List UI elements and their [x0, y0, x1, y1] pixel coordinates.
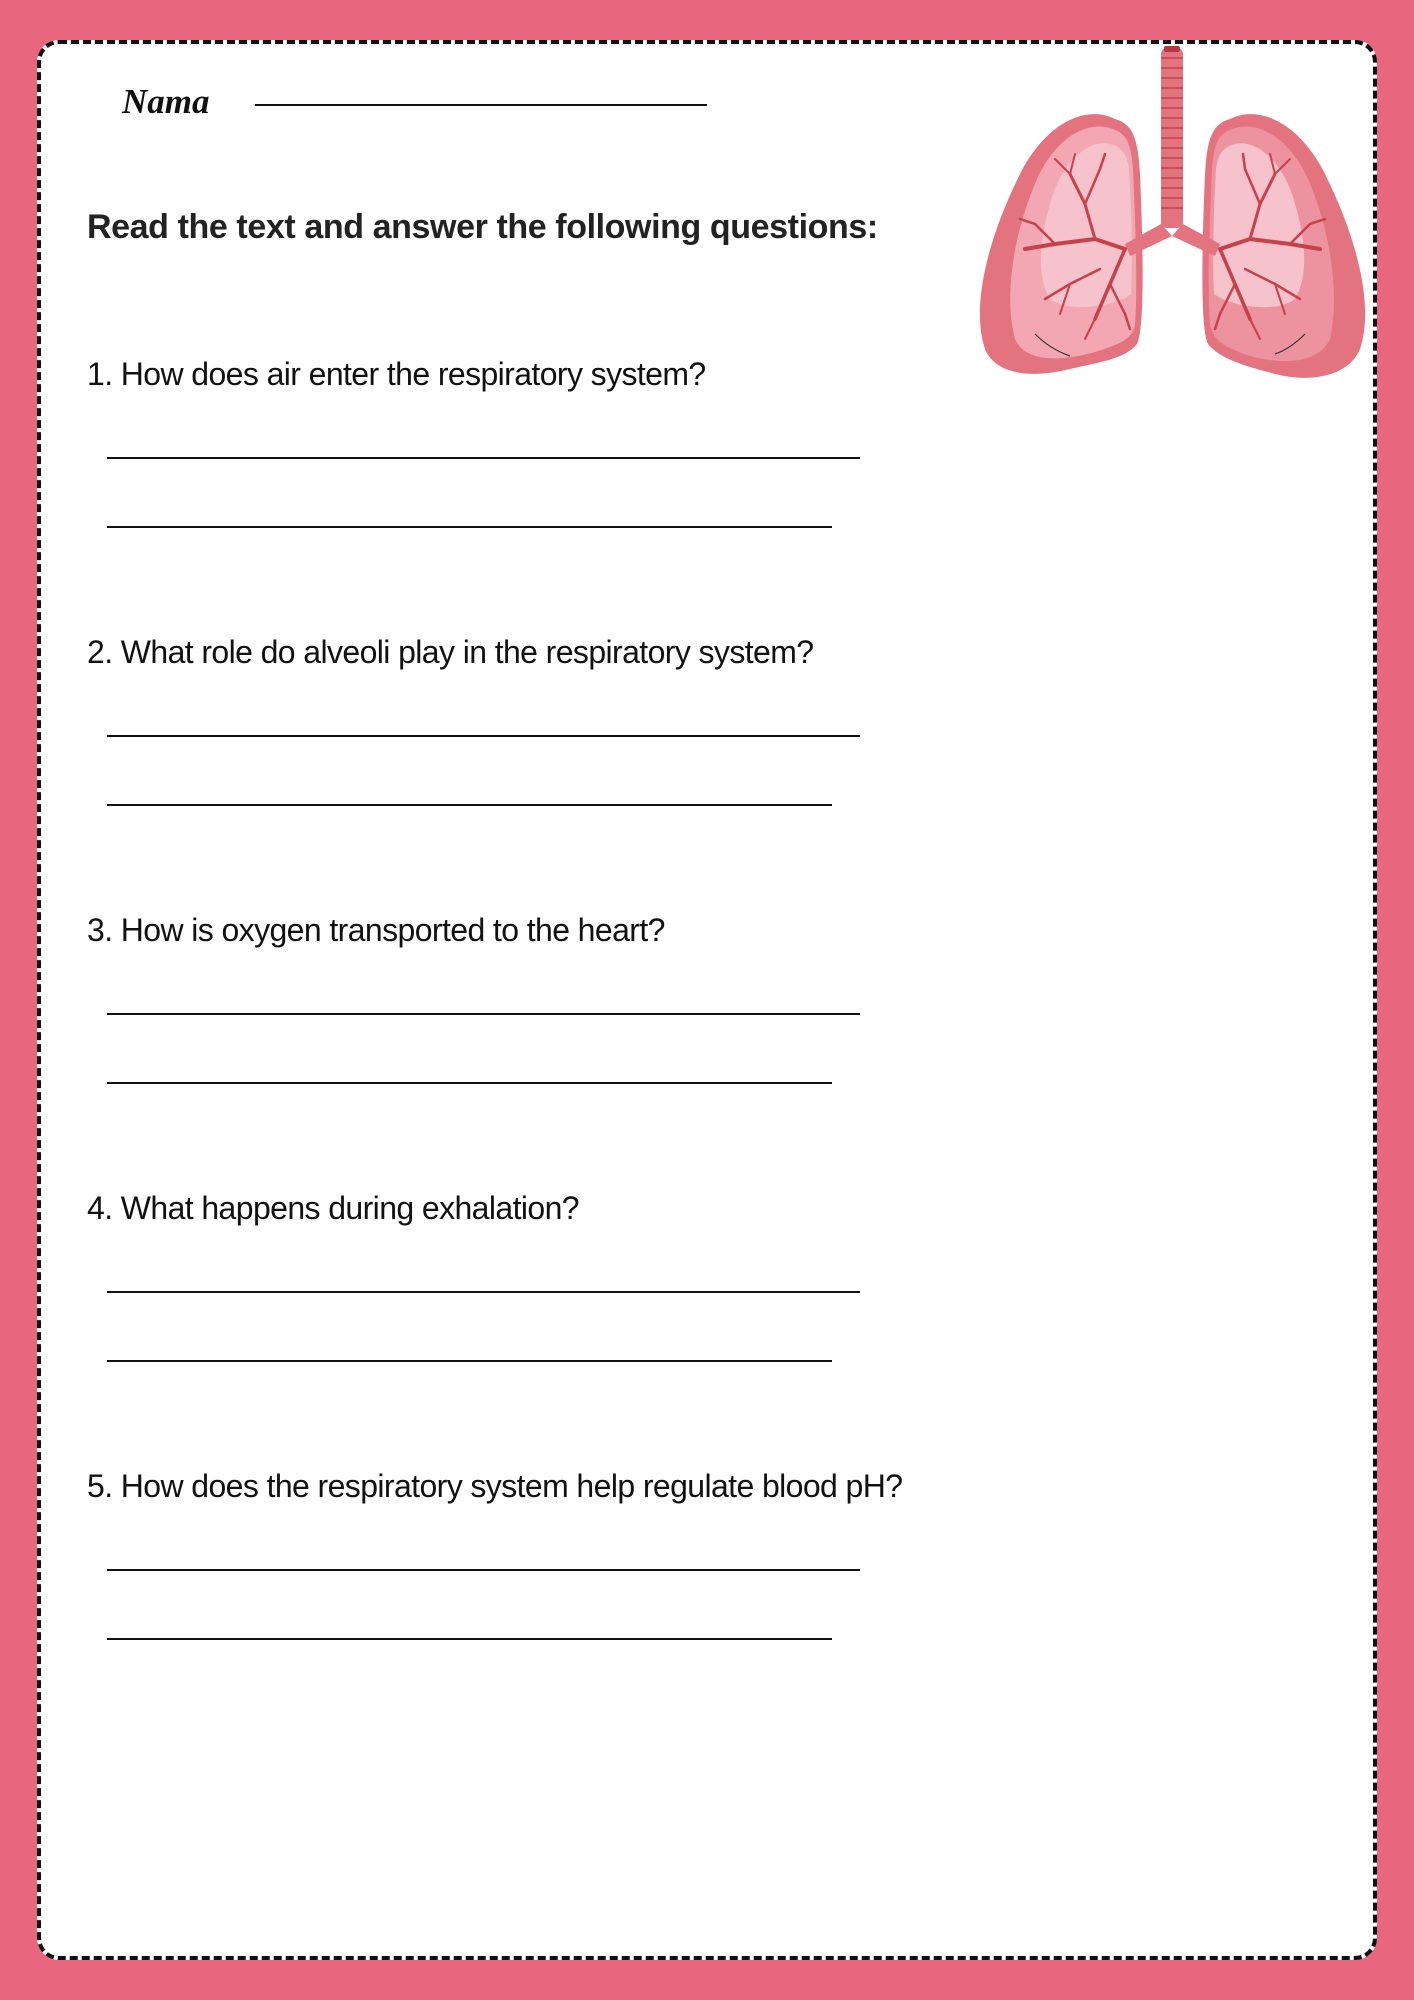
answer-line[interactable]: [107, 735, 860, 737]
answer-line[interactable]: [107, 804, 832, 806]
question-5: 5. How does the respiratory system help regulate blood pH?: [87, 1468, 903, 1504]
question-4: 4. What happens during exhalation?: [87, 1190, 579, 1226]
answer-line[interactable]: [107, 1013, 860, 1015]
answer-line[interactable]: [107, 526, 832, 528]
lungs-icon: [975, 44, 1370, 384]
answer-line[interactable]: [107, 1291, 860, 1293]
question-3: 3. How is oxygen transported to the heart?: [87, 912, 665, 948]
instructions-heading: Read the text and answer the following questions:: [87, 208, 878, 246]
question-2: 2. What role do alveoli play in the respiratory system?: [87, 634, 814, 670]
answer-line[interactable]: [107, 457, 860, 459]
answer-line[interactable]: [107, 1360, 832, 1362]
answer-line[interactable]: [107, 1569, 860, 1571]
answer-line[interactable]: [107, 1082, 832, 1084]
question-1: 1. How does air enter the respiratory system?: [87, 356, 706, 392]
name-input-line[interactable]: [255, 104, 707, 106]
answer-line[interactable]: [107, 1638, 832, 1640]
name-label: Nama: [122, 82, 210, 121]
